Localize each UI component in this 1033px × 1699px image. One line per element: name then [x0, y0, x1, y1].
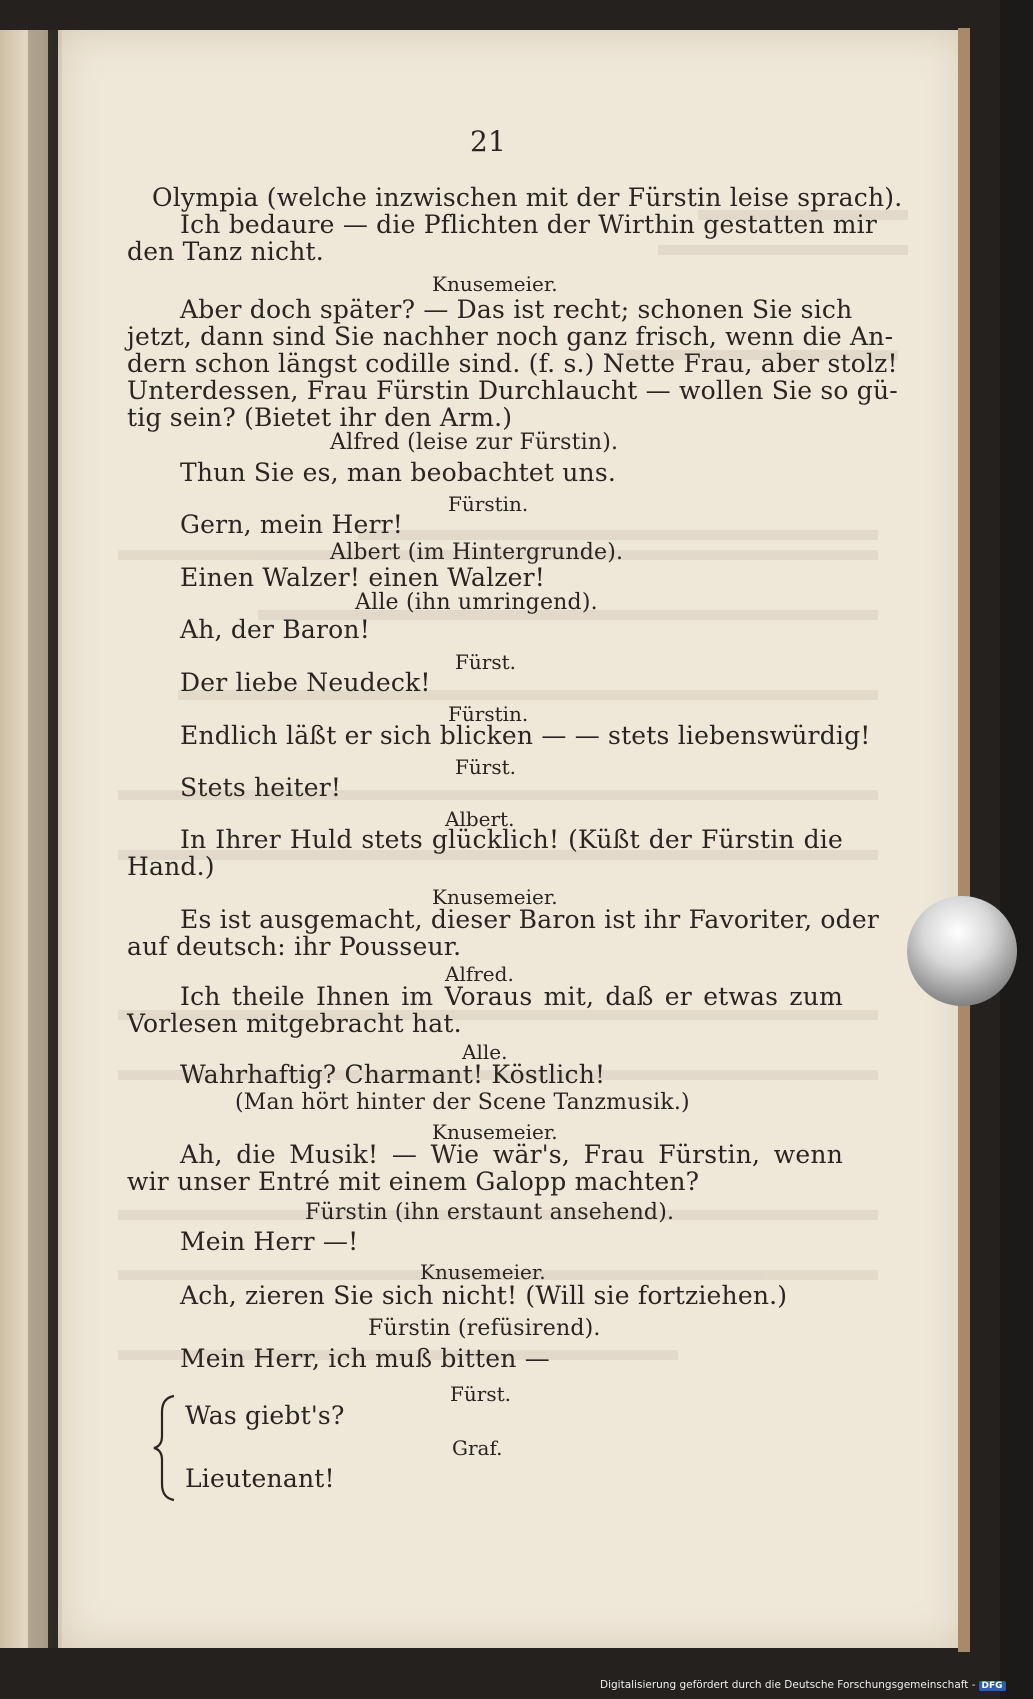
dialogue-line: den Tanz nicht. [127, 237, 324, 266]
dialogue-line: auf deutsch: ihr Pousseur. [127, 932, 462, 961]
dialogue-line: In Ihrer Huld stets glücklich! (Küßt der Fürstin die [180, 825, 843, 854]
stage-direction: (Man hört hinter der Scene Tanzmusik.) [235, 1090, 690, 1115]
dialogue-line: Hand.) [127, 852, 215, 881]
dialogue-line: Aber doch später? — Das ist recht; schonen Sie sich [180, 295, 853, 324]
dfg-logo-icon: DFG [979, 1681, 1006, 1691]
digitization-notice [600, 1679, 1006, 1691]
dialogue-line: Ah, die Musik! — Wie wär's, Frau Fürstin, wenn [180, 1140, 843, 1169]
speaker-label: Fürstin (ihn erstaunt ansehend). [305, 1200, 675, 1225]
dialogue-line: Ich bedaure — die Pflichten der Wirthin gestatten mir [180, 210, 878, 239]
speaker-label: Fürstin. [448, 702, 529, 726]
speaker-label: Knusemeier. [432, 885, 558, 909]
dialogue-line: Einen Walzer! einen Walzer! [180, 563, 546, 592]
speaker-label: Graf. [452, 1436, 503, 1460]
dialogue-line: Wahrhaftig? Charmant! Köstlich! [180, 1060, 606, 1089]
dialogue-line: Mein Herr —! [180, 1227, 359, 1256]
speaker-label: Fürst. [455, 755, 516, 779]
curly-brace-icon [152, 1394, 182, 1502]
speaker-label: Alle (ihn umringend). [355, 590, 598, 615]
speaker-label: Fürst. [450, 1382, 511, 1406]
speaker-label: Fürst. [455, 650, 516, 674]
dialogue-line: jetzt, dann sind Sie nachher noch ganz frisch, wenn die An- [127, 322, 894, 351]
stage-direction-olympia: Olympia (welche inzwischen mit der Fürstin leise sprach). [152, 183, 903, 212]
speaker-label: Knusemeier. [420, 1260, 546, 1284]
speaker-label: Fürstin. [448, 492, 529, 516]
dialogue-line: Ich theile Ihnen im Voraus mit, daß er etwas zum [180, 982, 843, 1011]
page-gutter-shadow [28, 30, 62, 1648]
dialogue-line: Der liebe Neudeck! [180, 668, 431, 697]
dialogue-line: Ah, der Baron! [180, 615, 370, 644]
dialogue-line: Vorlesen mitgebracht hat. [127, 1009, 462, 1038]
dialogue-line: Was giebt's? [185, 1401, 345, 1430]
dialogue-line: Unterdessen, Frau Fürstin Durchlaucht — wollen Sie so gü- [127, 376, 898, 405]
dialogue-line: Stets heiter! [180, 773, 342, 802]
dialogue-line: dern schon längst codille sind. (f. s.) Nette Frau, aber stolz! [127, 349, 898, 378]
dialogue-line: Lieutenant! [185, 1464, 335, 1493]
speaker-label: Albert (im Hintergrunde). [330, 540, 624, 565]
speaker-label: Alfred. [445, 962, 514, 986]
dialogue-line: Thun Sie es, man beobachtet uns. [180, 458, 617, 487]
dialogue-line: Es ist ausgemacht, dieser Baron ist ihr Favoriter, oder [180, 905, 880, 934]
speaker-label: Alle. [462, 1040, 508, 1064]
speaker-label: Fürstin (refüsirend). [368, 1316, 601, 1341]
speaker-label: Albert. [445, 807, 515, 831]
dialogue-line: tig sein? (Bietet ihr den Arm.) [127, 403, 513, 432]
dialogue-line: Gern, mein Herr! [180, 510, 403, 539]
right-page-edge [958, 28, 970, 1652]
page-number: 21 [470, 125, 507, 158]
speaker-label: Knusemeier. [432, 272, 558, 296]
dialogue-line: Mein Herr, ich muß bitten — [180, 1344, 550, 1373]
digitization-notice-text: Digitalisierung gefördert durch die Deutsche Forschungsgemeinschaft - [600, 1679, 976, 1691]
dialogue-line: Endlich läßt er sich blicken — — stets liebenswürdig! [180, 721, 871, 750]
dialogue-line: wir unser Entré mit einem Galopp machten? [127, 1167, 700, 1196]
dialogue-line: Ach, zieren Sie sich nicht! (Will sie fortziehen.) [180, 1281, 788, 1310]
speaker-label: Knusemeier. [432, 1120, 558, 1144]
speaker-label: Alfred (leise zur Fürstin). [330, 430, 619, 455]
